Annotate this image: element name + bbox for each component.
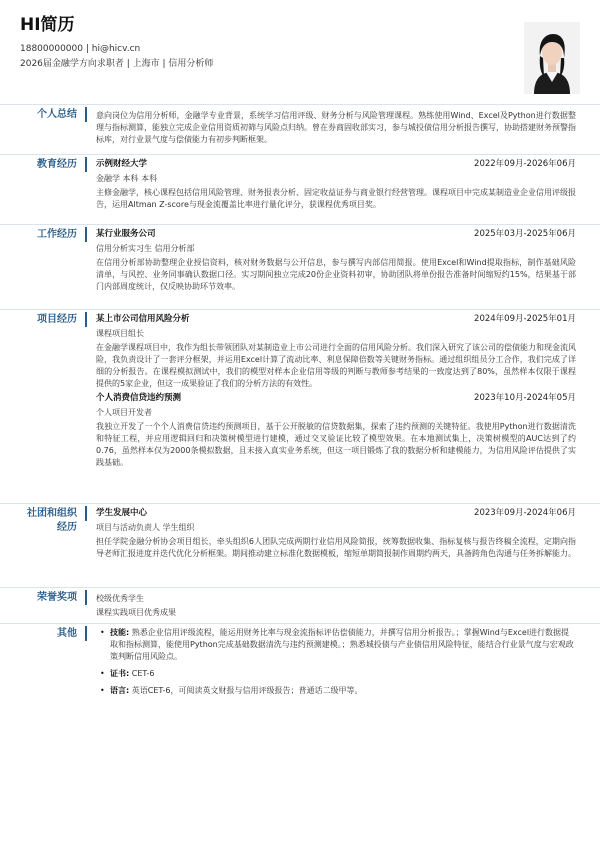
project-entry: [96, 313, 576, 390]
summary-text: 意向岗位为信用分析师，金融学专业背景，系统学习信用评级、财务分析与风险管理课程。熟练使用Wind、Excel及Python进行数据整理与指标测算，能独立完成企业信用资质初筛与风险点归纳。曾在券商固收部实习，参与城投债信用分析报告撰写，协助搭建财务预警指标库，对行业景气度与偿债能力有初步判断框架。: [96, 111, 576, 144]
entry-subtitle: 信用分析实习生 信用分析部: [96, 244, 195, 253]
entry-date: 2025年03月-2025年06月: [474, 229, 576, 239]
section-other: [0, 623, 600, 713]
item-text: 熟悉企业信用评级流程，能运用财务比率与现金流指标评估偿债能力，并撰写信用分析报告。；掌握Wind与Excel进行数据提取和指标测算，能使用Python完成基础数据清洗与违约预测建模。；熟悉城投债与产业债信用风险特征，能结合行业景气度与宏观政策判断信用风险点。: [110, 628, 574, 661]
list-item: [100, 668, 576, 680]
entry-date: 2023年09月-2024年06月: [474, 508, 576, 518]
section-title: 荣誉奖项: [37, 592, 77, 603]
section-title: 工作经历: [37, 229, 77, 240]
section-title: 项目经历: [37, 314, 77, 325]
section-accent: [85, 506, 87, 521]
entry-subtitle: 个人项目开发者: [96, 408, 152, 417]
section-work: [0, 224, 600, 309]
entry-date: 2024年09月-2025年01月: [474, 314, 576, 324]
project-entry: [96, 392, 576, 469]
entry-org: 个人消费信贷违约预测: [96, 393, 182, 403]
list-item: [100, 685, 576, 697]
entry-subtitle: 项目与活动负责人 学生组织: [96, 523, 195, 532]
item-label: 语言:: [110, 686, 130, 695]
entry-org: 某行业服务公司: [96, 229, 156, 239]
section-education: [0, 154, 600, 224]
contact-info: 18800000000 | hi@hicv.cn: [20, 44, 141, 54]
section-accent: [85, 590, 87, 605]
other-list: [96, 627, 576, 697]
section-projects: [0, 309, 600, 503]
work-entry: [96, 228, 576, 293]
profile-photo-icon: [524, 22, 580, 94]
section-title: 教育经历: [37, 159, 77, 170]
entry-org: 某上市公司信用风险分析: [96, 314, 190, 324]
resume-header: [20, 14, 580, 94]
section-title: 个人总结: [37, 109, 77, 120]
entry-description: 在金融学课程项目中，我作为组长带领团队对某制造业上市公司进行全面的信用风险分析。我们深入研究了该公司的偿债能力和现金流风险，我负责设计了一套评分框架，并运用Excel计算了流动比率、利息保障倍数等关键财务指标。通过组织组员分工合作，我们完成了详细的分析报告。在课程模拟测试中，我们的模型对样本企业信用等级的判断与教师参考结果的一致度达到了80%，虽然样本仅限于课程提供的5家企业，但这一成果验证了我们的分析方法的有效性。: [96, 343, 576, 388]
entry-subtitle: 金融学 本科 本科: [96, 174, 158, 183]
entry-description: 主修金融学，核心课程包括信用风险管理、财务报表分析、固定收益证券与商业银行经营管理。课程项目中完成某制造业企业信用评级报告，运用Altman Z-score与现金流覆盖比率进行量化评分，获课程优秀项目奖。: [96, 188, 576, 209]
education-entry: [96, 158, 576, 211]
section-accent: [85, 227, 87, 242]
entry-description: 我独立开发了一个个人消费信贷违约预测项目，基于公开脱敏的信贷数据集，探索了违约预测的关键特征。我使用Python进行数据清洗和特征工程，并应用逻辑回归和决策树模型进行建模，通过交叉验证比较了模型效果。在本地测试集上，决策树模型的AUC达到了约0.76，虽然样本仅为2000条模拟数据，且未接入真实业务系统，但这一项目锻炼了我的数据分析和建模能力，为信用风险评估提供了实践基础。: [96, 422, 576, 467]
award-item: 课程实践项目优秀成果: [96, 608, 176, 617]
section-accent: [85, 157, 87, 172]
award-item: 校级优秀学生: [96, 594, 144, 603]
section-awards: [0, 587, 600, 623]
item-label: 技能:: [110, 628, 130, 637]
entry-org: 学生发展中心: [96, 508, 148, 518]
section-accent: [85, 626, 87, 641]
item-label: 证书:: [110, 669, 130, 678]
resume-name: HI简历: [20, 15, 75, 35]
entry-date: 2023年10月-2024年05月: [474, 393, 576, 403]
entry-subtitle: 课程项目组长: [96, 329, 144, 338]
job-intent: 2026届金融学方向求职者 | 上海市 | 信用分析师: [20, 59, 214, 69]
avatar: [524, 22, 580, 94]
section-title: 社团和组织经历: [27, 508, 77, 533]
club-entry: [96, 507, 576, 560]
entry-date: 2022年09月-2026年06月: [474, 159, 576, 169]
list-item: [100, 627, 576, 663]
section-club: [0, 503, 600, 587]
item-text: 英语CET-6，可阅读英文财报与信用评级报告；普通话二级甲等。: [131, 686, 363, 695]
section-accent: [85, 312, 87, 327]
section-accent: [85, 107, 87, 122]
entry-org: 示例财经大学: [96, 159, 148, 169]
item-text: CET-6: [131, 669, 155, 678]
entry-description: 在信用分析部协助整理企业授信资料，核对财务数据与公开信息，参与撰写内部信用简报。使用Excel和Wind提取指标，制作基础风险清单，与风控、业务同事确认数据口径。实习期间独立完成20份企业资料初审，协助团队将单份报告准备时间缩短约15%，结果基于部门内部周度统计，仅反映协助环节效率。: [96, 258, 576, 291]
section-title: 其他: [57, 628, 77, 639]
section-summary: [0, 104, 600, 154]
entry-description: 担任学院金融分析协会项目组长，牵头组织6人团队完成两期行业信用风险简报，统筹数据收集、指标复核与报告终稿全流程，定期向指导老师汇报进度并迭代优化分析框架。期间推动建立标准化数据模板，缩短单期简报制作周期约两天，具备跨角色沟通与任务拆解能力。: [96, 537, 576, 558]
